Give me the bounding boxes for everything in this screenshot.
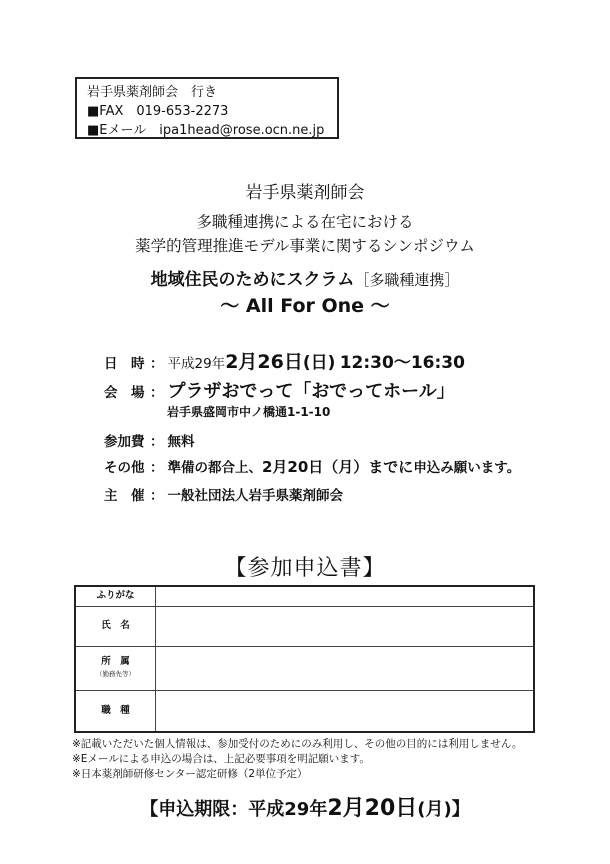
fee-value: 無料 bbox=[167, 434, 195, 450]
form-row-affiliation bbox=[75, 646, 534, 690]
send-to-recipient: 岩手県薬剤師会 行き bbox=[87, 85, 218, 100]
application-form-table bbox=[74, 585, 535, 733]
other-deadline: 2月20日（月）までに bbox=[262, 458, 414, 476]
application-deadline bbox=[0, 791, 610, 822]
date-weekday: (日) bbox=[302, 353, 336, 373]
form-row-occupation bbox=[75, 690, 534, 732]
main-title-bracket: ［多職種連携］ bbox=[354, 271, 460, 289]
subtitle-line1: 多職種連携による在宅における bbox=[196, 213, 414, 231]
deadline-date: 2月20日 bbox=[327, 796, 418, 821]
fax-number: ■FAX 019-653-2273 bbox=[87, 104, 229, 119]
subtitle-line2: 薬学的管理推進モデル事業に関するシンポジウム bbox=[135, 237, 475, 255]
info-other bbox=[104, 456, 520, 477]
affiliation-label-cell bbox=[75, 646, 156, 690]
note-certification: ※日本薬剤師研修センター認定研修（2単位予定） bbox=[72, 768, 308, 780]
occupation-field[interactable] bbox=[156, 690, 535, 732]
other-suffix: 申込み願います。 bbox=[413, 460, 521, 476]
info-venue bbox=[104, 377, 455, 403]
date-era: 平成29年 bbox=[167, 356, 226, 372]
other-sep: ： bbox=[150, 460, 164, 476]
date-day: 2月26日 bbox=[225, 351, 303, 373]
main-title-text: 地域住民のためにスクラム bbox=[150, 270, 355, 290]
date-time: 12:30～16:30 bbox=[339, 353, 465, 373]
furigana-label: ふりがな bbox=[75, 586, 156, 606]
note-email: ※Eメールによる申込の場合は、上記必要事項を明記願います。 bbox=[72, 753, 370, 765]
note-privacy: ※記載いただいた個人情報は、参加受付のためにのみ利用し、その他の目的には利用しません。 bbox=[72, 738, 523, 750]
venue-label: 会 場 bbox=[104, 385, 145, 401]
date-sep: ： bbox=[150, 356, 164, 372]
venue-address: 岩手県盛岡市中ノ橋通1-1-10 bbox=[167, 405, 331, 419]
send-to-box bbox=[75, 77, 339, 139]
name-label: 氏 名 bbox=[75, 606, 156, 646]
name-field[interactable] bbox=[156, 606, 535, 646]
other-label: その他 bbox=[104, 460, 145, 476]
fee-label: 参加費 bbox=[104, 434, 145, 450]
occupation-label: 職 種 bbox=[75, 690, 156, 732]
form-row-name bbox=[75, 606, 534, 646]
form-row-furigana bbox=[75, 586, 534, 606]
info-host bbox=[104, 484, 343, 504]
main-title bbox=[0, 265, 610, 290]
furigana-field[interactable] bbox=[156, 586, 535, 606]
affiliation-label: 所 属 bbox=[101, 656, 130, 667]
venue-name: プラザおでって「おでってホール」 bbox=[167, 381, 455, 402]
fee-sep: ： bbox=[150, 434, 164, 450]
title-tagline: ～ All For One ～ bbox=[220, 295, 390, 317]
other-prefix: 準備の都合上、 bbox=[167, 460, 262, 476]
date-label: 日 時 bbox=[104, 356, 145, 372]
email-address: ■Eメール ipa1head@rose.ocn.ne.jp bbox=[87, 123, 325, 138]
form-title: 【参加申込書】 bbox=[224, 556, 386, 581]
deadline-close: (月)】 bbox=[417, 799, 470, 820]
deadline-open: 【申込期限：平成29年 bbox=[140, 799, 328, 820]
host-value: 一般社団法人岩手県薬剤師会 bbox=[167, 488, 343, 504]
host-sep: ： bbox=[150, 488, 164, 504]
info-fee bbox=[104, 430, 195, 450]
affiliation-field[interactable] bbox=[156, 646, 535, 690]
info-date bbox=[104, 347, 465, 374]
venue-sep: ： bbox=[150, 385, 164, 401]
organizer-name: 岩手県薬剤師会 bbox=[245, 183, 365, 203]
affiliation-note: （勤務先等） bbox=[96, 670, 135, 678]
host-label: 主 催 bbox=[104, 488, 145, 504]
